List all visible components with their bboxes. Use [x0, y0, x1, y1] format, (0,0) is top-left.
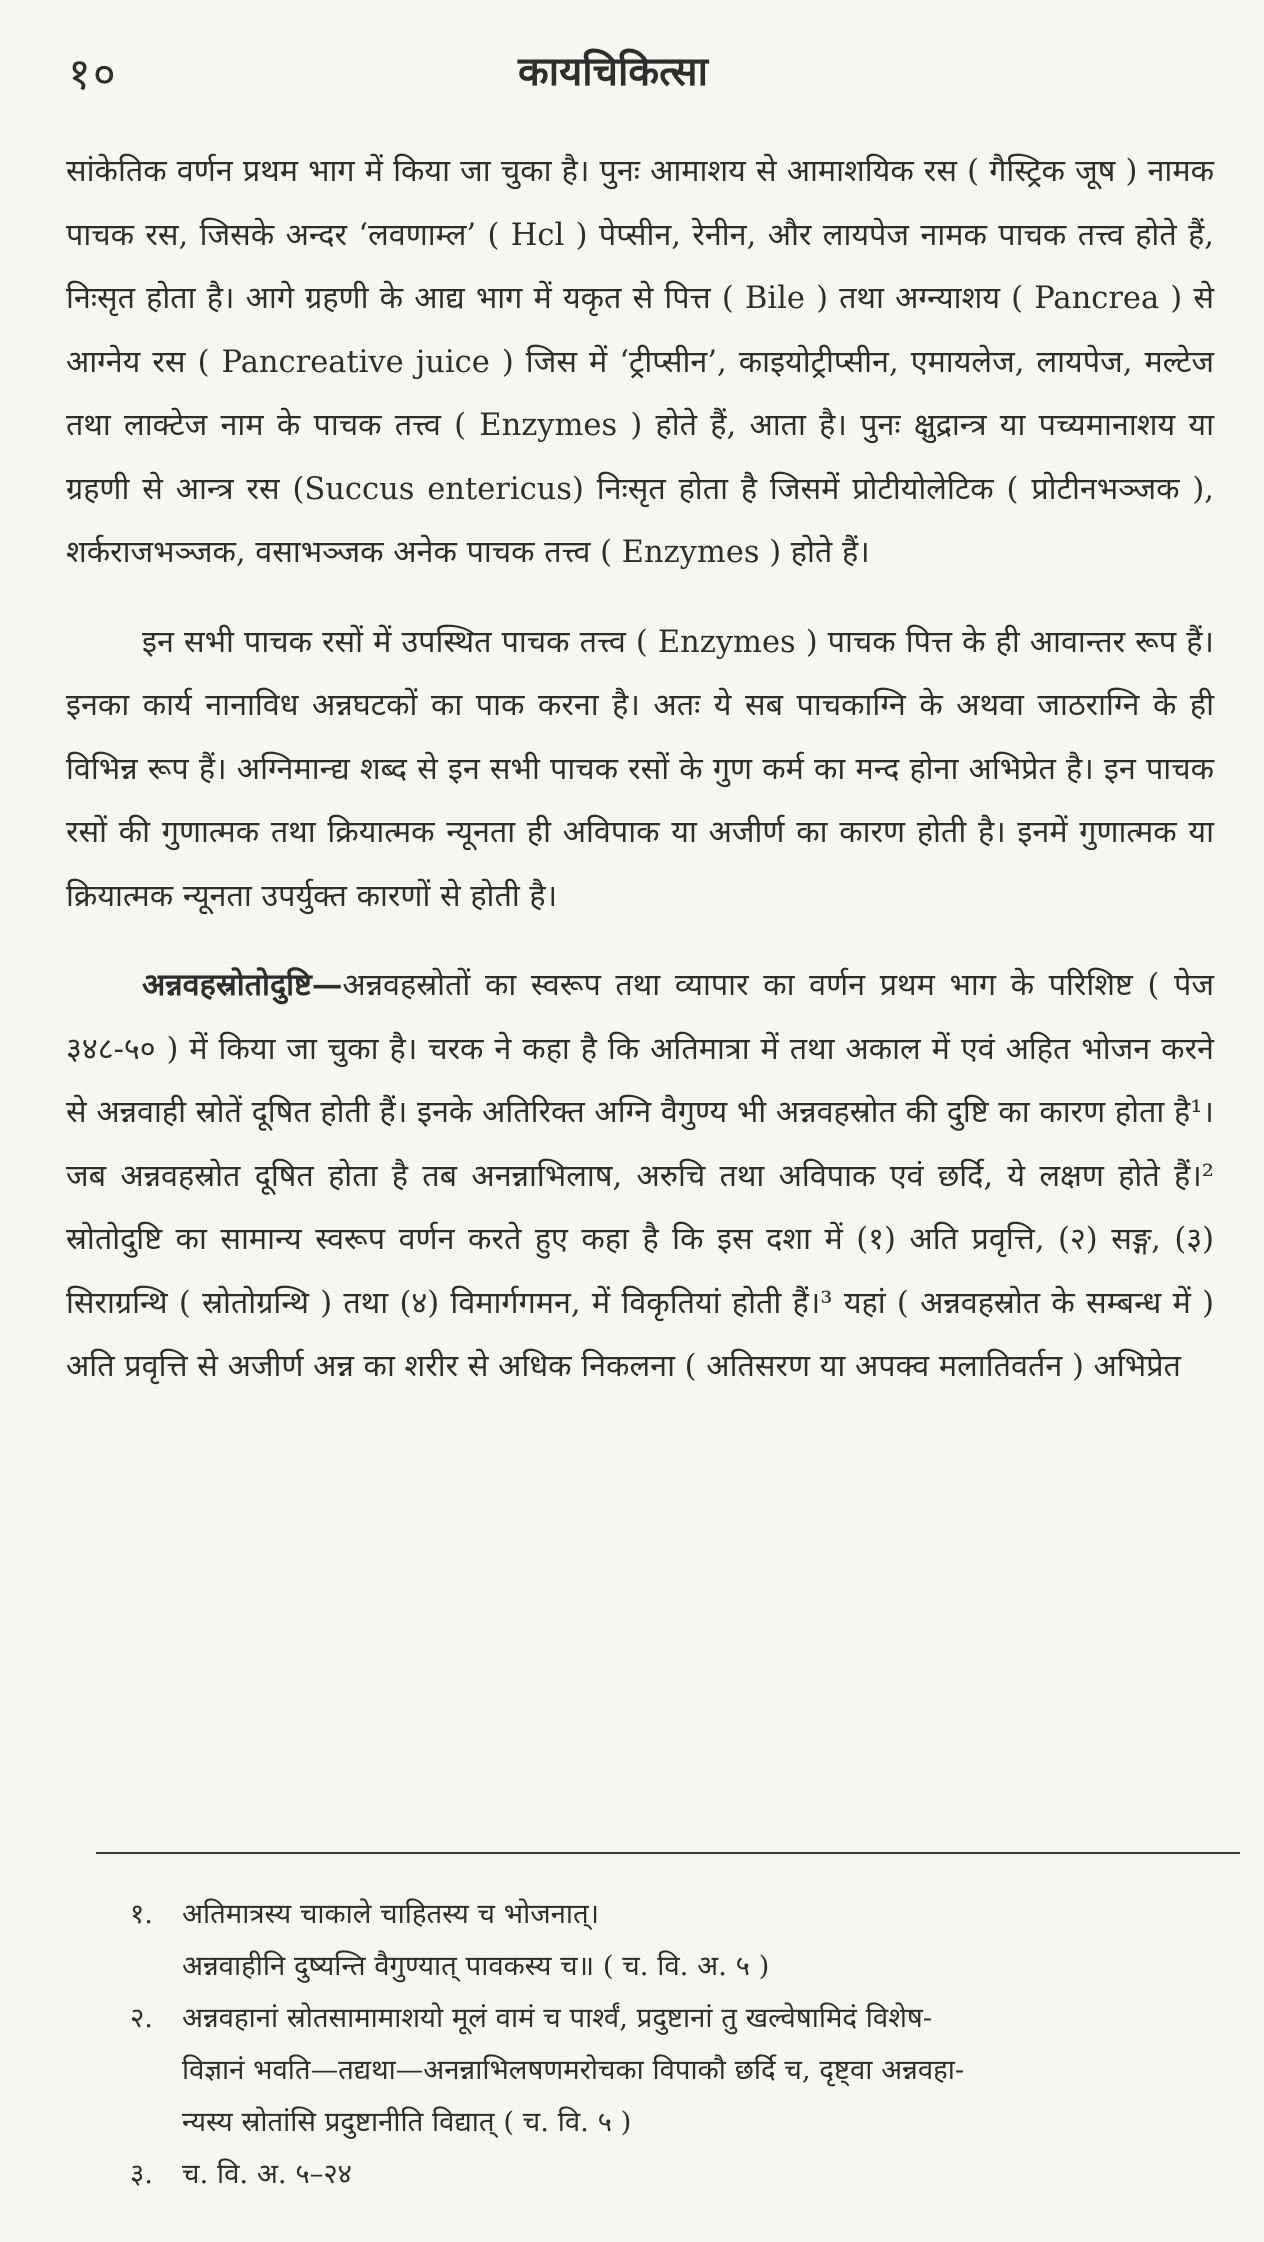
paragraph-1: सांकेतिक वर्णन प्रथम भाग में किया जा चुका है। पुनः आमाशय से आमाशयिक रस ( गैस्ट्रिक जूष ) नामक पाचक रस, जिसके अन्दर ‘लवणाम्ल’ ( Hcl ) पेप्सीन, रेनीन, और लायपेज नामक पाचक तत्त्व होते हैं, निःसृत होता है। आगे ग्रहणी के आद्य भाग में यकृत से पित्त ( Bile ) तथा अग्न्याशय ( Pancrea ) से आग्नेय रस ( Pancreative juice ) जिस में ‘ट्रीप्सीन’, काइयोट्रीप्सीन, एमायलेज, लायपेज, मल्टेज तथा लाक्टेज नाम के पाचक तत्त्व ( Enzymes ) होते हैं, आता है। पुनः क्षुद्रान्त्र या पच्यमानाशय या ग्रहणी से आन्त्र रस (Succus entericus) निःसृत होता है जिसमें प्रोटीयोलेटिक ( प्रोटीनभञ्जक ), शर्कराजभञ्जक, वसाभञ्जक अनेक पाचक तत्त्व ( Enzymes ) होते हैं।: [66, 154, 1214, 570]
footnote-line: अन्नवाहीनि दुष्यन्ति वैगुण्यात् पावकस्य च॥ ( च. वि. अ. ५ ): [182, 1950, 770, 1982]
running-title: कायचिकित्सा: [518, 48, 708, 95]
paragraph-3: [66, 954, 1214, 1399]
footnote-2: [130, 1992, 1230, 2148]
page-number: १०: [68, 49, 118, 100]
section-heading: अन्नवहस्रोतोदुष्टि—: [142, 967, 343, 1003]
footnote-line: न्यस्य स्रोतांसि प्रदुष्टानीति विद्यात् ( च. वि. ५ ): [182, 2106, 632, 2138]
footnote-mark: १.: [130, 1898, 154, 1930]
footnotes: [130, 1888, 1230, 2200]
footnote-divider: [96, 1852, 1240, 1854]
page-header: [68, 42, 1204, 122]
footnote-line: अन्नवहानां स्रोतसामामाशयो मूलं वामं च पार्श्वं, प्रदुष्टानां तु खल्वेषामिदं विशेष-: [182, 2002, 933, 2034]
footnote-3: [130, 2148, 1230, 2200]
footnote-mark: २.: [130, 2002, 154, 2034]
paragraph-3-text: अन्नवहस्रोतों का स्वरूप तथा व्यापार का वर्णन प्रथम भाग के परिशिष्ट ( पेज ३४८-५० ) में किया जा चुका है। चरक ने कहा है कि अतिमात्रा में तथा अकाल में एवं अहित भोजन करने से अन्नवाही स्रोतें दूषित होती हैं। इनके अतिरिक्त अग्नि वैगुण्य भी अन्नवहस्रोत की दुष्टि का कारण होता है¹। जब अन्नवहस्रोत दूषित होता है तब अनन्नाभिलाष, अरुचि तथा अविपाक एवं छर्दि, ये लक्षण होते हैं।² स्रोतोदुष्टि का सामान्य स्वरूप वर्णन करते हुए कहा है कि इस दशा में (१) अति प्रवृत्ति, (२) सङ्ग, (३) सिराग्रन्थि ( स्रोतोग्रन्थि ) तथा (४) विमार्गगमन, में विकृतियां होती हैं।³ यहां ( अन्नवहस्रोत के सम्बन्ध में ) अति प्रवृत्ति से अजीर्ण अन्न का शरीर से अधिक निकलना ( अतिसरण या अपक्व मलातिवर्तन ) अभिप्रेत: [66, 968, 1214, 1384]
footnote-line: च. वि. अ. ५–२४: [182, 2158, 352, 2190]
footnote-line: अतिमात्रस्य चाकाले चाहितस्य च भोजनात्।: [182, 1898, 600, 1930]
footnote-1: [130, 1888, 1230, 1992]
footnote-mark: ३.: [130, 2158, 154, 2190]
paragraph-2: इन सभी पाचक रसों में उपस्थित पाचक तत्त्व ( Enzymes ) पाचक पित्त के ही आवान्तर रूप हैं। इनका कार्य नानाविध अन्नघटकों का पाक करना है। अतः ये सब पाचकाग्नि के अथवा जाठराग्नि के ही विभिन्न रूप हैं। अग्निमान्द्य शब्द से इन सभी पाचक रसों के गुण कर्म का मन्द होना अभिप्रेत है। इन पाचक रसों की गुणात्मक तथा क्रियात्मक न्यूनता ही अविपाक या अजीर्ण का कारण होती है। इनमें गुणात्मक या क्रियात्मक न्यूनता उपर्युक्त कारणों से होती है।: [66, 624, 1214, 914]
body-text: [66, 140, 1214, 1399]
footnote-line: विज्ञानं भवति—तद्यथा—अनन्नाभिलषणमरोचका विपाकौ छर्दि च, दृष्ट्वा अन्नवहा-: [182, 2054, 965, 2086]
